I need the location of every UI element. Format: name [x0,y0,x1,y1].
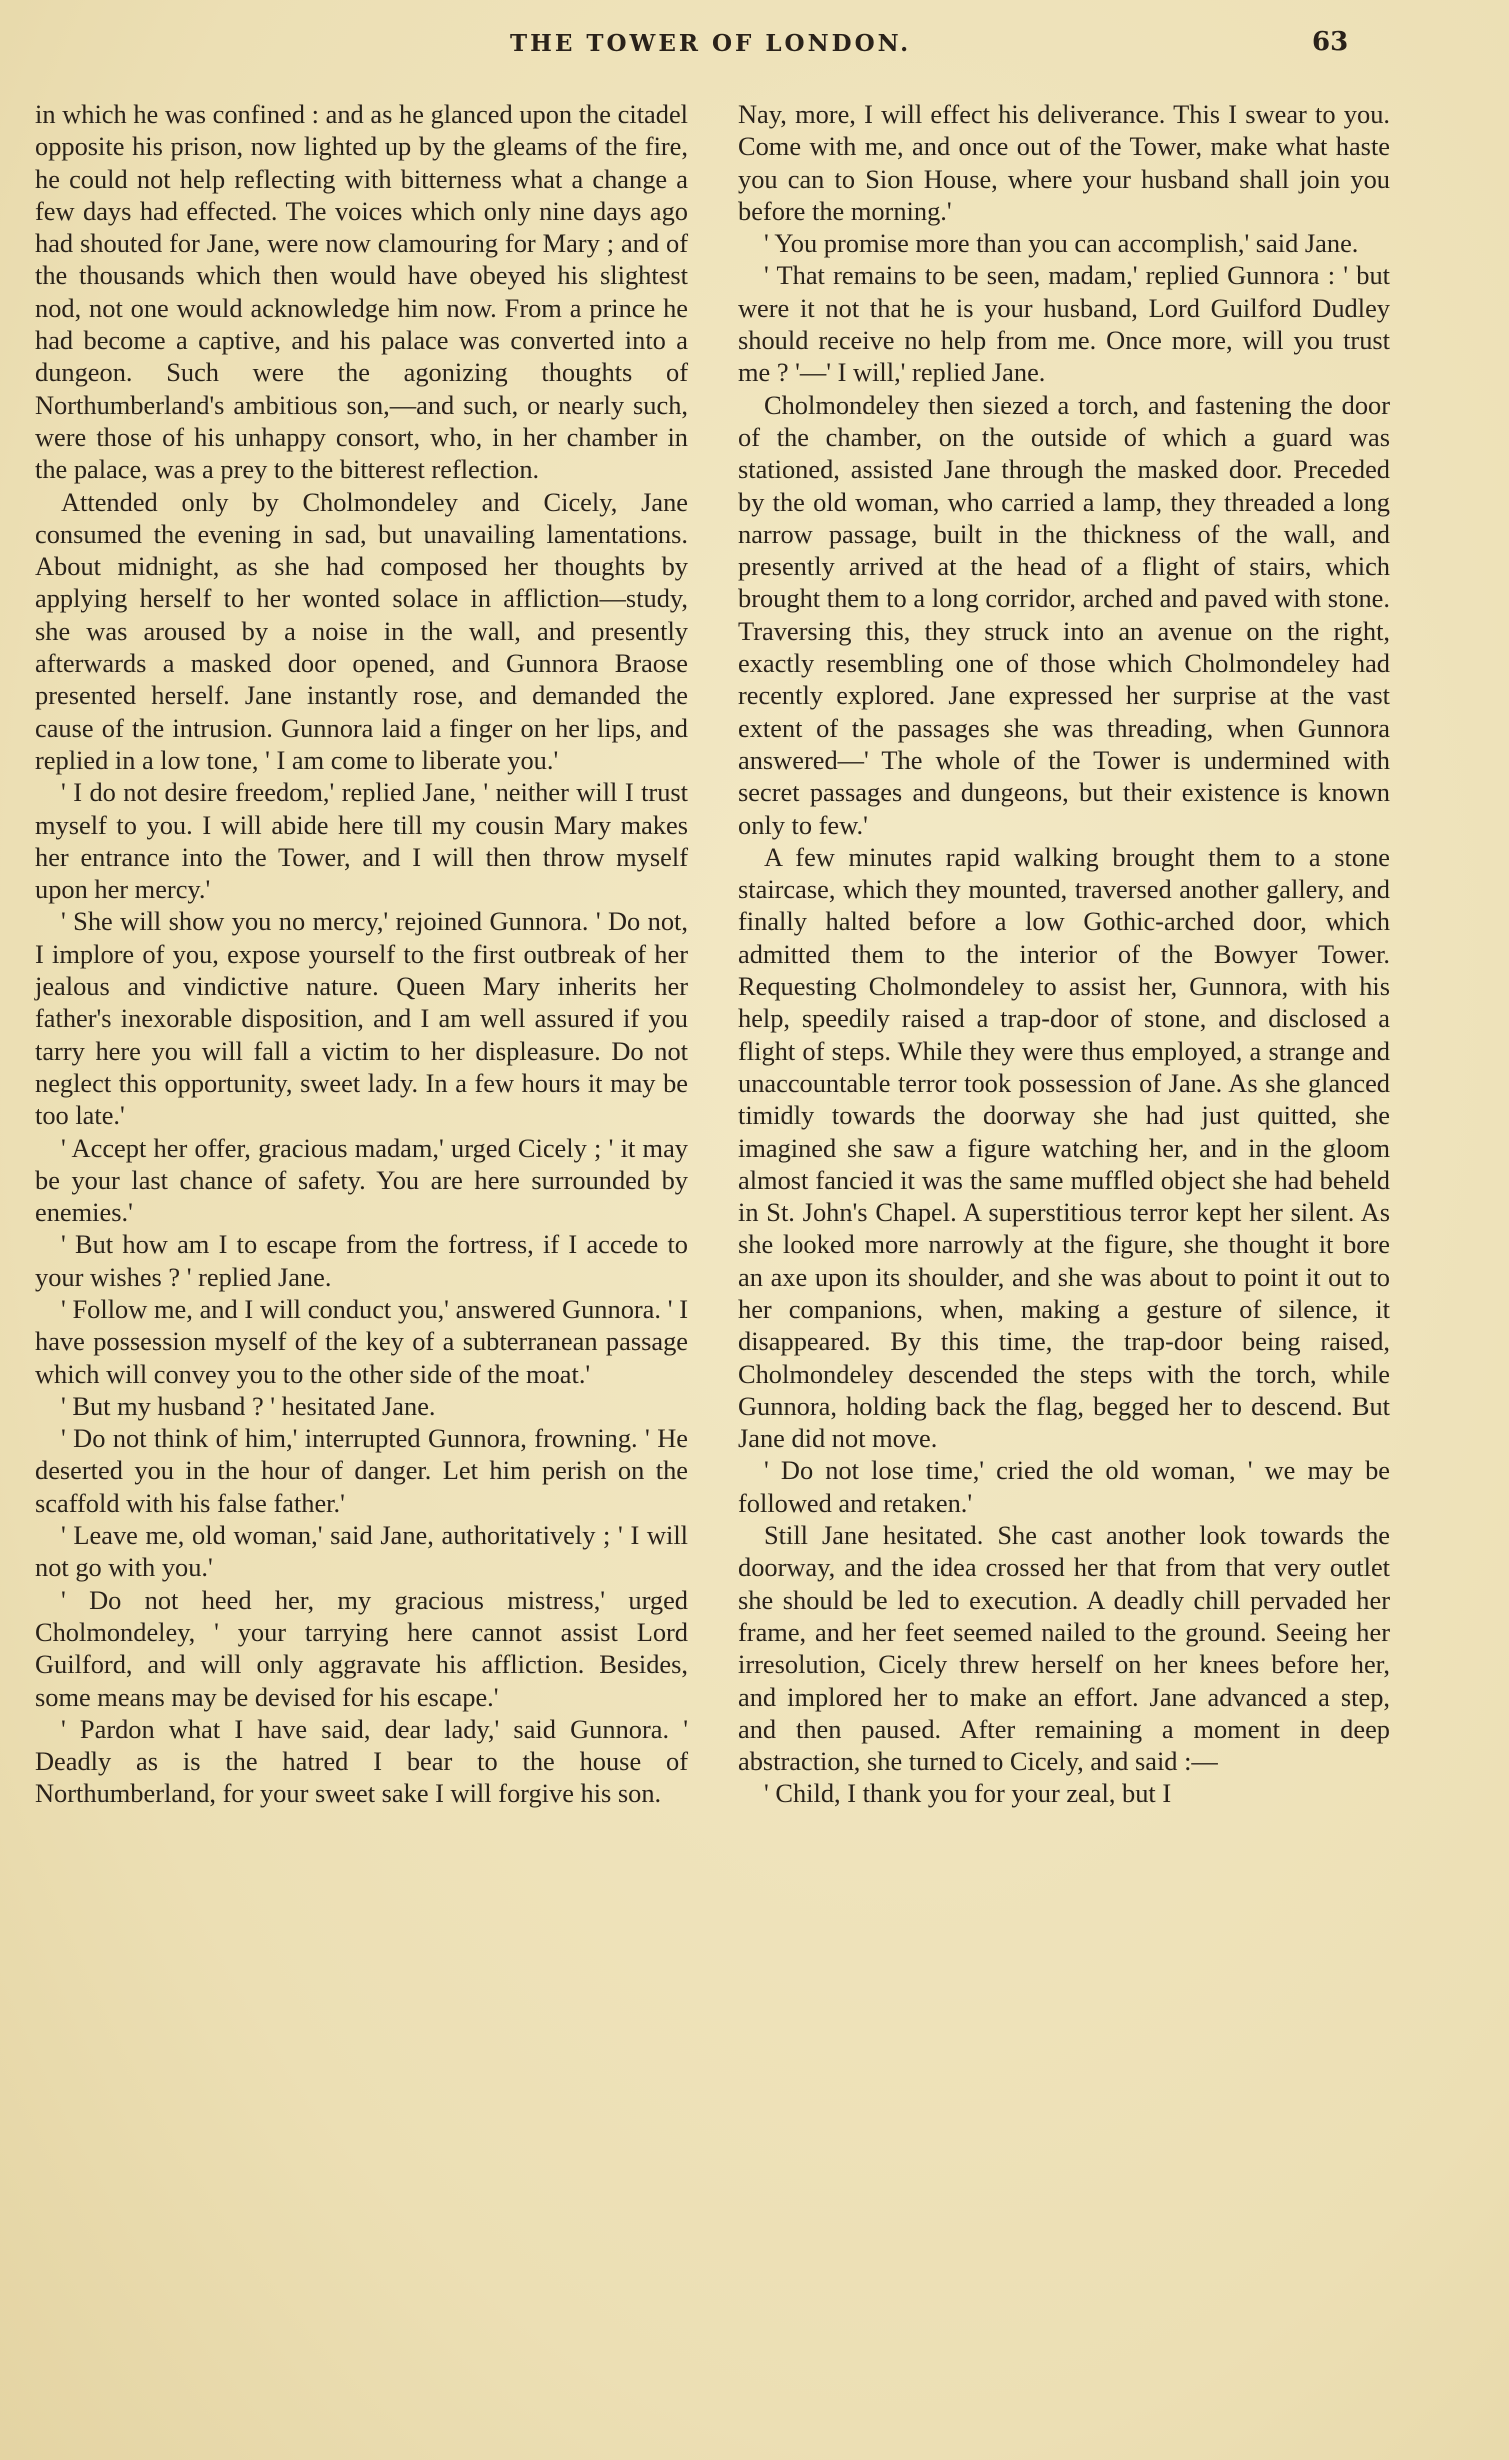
paragraph: ' Child, I thank you for your zeal, but I [764,1778,1172,1809]
page-number: 63 [1312,27,1349,57]
running-title: THE TOWER OF LONDON. [510,30,912,57]
paragraph: ' Pardon what I have said, dear lady,' said Gunnora. ' Deadly as is the hatred I bear to the house of Northumberland, for your sweet sake I will forgive his son. [35,1713,688,1809]
right-column [738,98,1390,1810]
paragraph: ' Leave me, old woman,' said Jane, authoritatively ; ' I will not go with you.' [35,1520,688,1583]
paragraph: ' Do not heed her, my gracious mistress,' urged Cholmondeley, ' your tarrying here cannot assist Lord Guilford, and will only aggravate his affliction. Besides, some means may be devised for his escape.' [35,1584,688,1712]
paragraph: Nay, more, I will effect his deliverance. This I swear to you. Come with me, and once out of the Tower, make what haste you can to Sion House, where your husband shall join you before the morning.' [738,99,1390,226]
paragraph: A few minutes rapid walking brought them to a stone staircase, which they mounted, traversed another gallery, and finally halted before a low Gothic-arched door, which admitted them to the interior of the Bowyer Tower. Requesting Cholmondeley to assist her, Gunnora, with his help, speedily raised a trap-door of stone, and disclosed a flight of steps. While they were thus employed, a strange and unaccountable terror took possession of Jane. As she glanced timidly towards the doorway she had just quitted, she imagined she saw a figure watching her, and in the gloom almost fancied it was the same muffled object she had beheld in St. John's Chapel. A superstitious terror kept her silent. As she looked more narrowly at the figure, she thought it bore an axe upon its shoulder, and she was about to point it out to her companions, when, making a gesture of silence, it disappeared. By this time, the trap-door being raised, Cholmondeley descended the steps with the torch, while Gunnora, holding back the flag, begged her to descend. But Jane did not move. [738,841,1390,1454]
paragraph: ' That remains to be seen, madam,' replied Gunnora : ' but were it not that he is your husband, Lord Guilford Dudley should receive no help from me. Once more, will you trust me ? '—' I will,' replied Jane. [738,260,1390,388]
page-header [0,22,1509,62]
paragraph: Still Jane hesitated. She cast another look towards the doorway, and the idea crossed her that from that very outlet she should be led to execution. A deadly chill pervaded her frame, and her feet seemed nailed to the ground. Seeing her irresolution, Cicely threw herself on her knees before her, and implored her to make an effort. Jane advanced a step, and then paused. After remaining a moment in deep abstraction, she turned to Cicely, and said :— [738,1520,1390,1777]
paragraph: in which he was confined : and as he glanced upon the citadel opposite his prison, now lighted up by the gleams of the fire, he could not help reflecting with bitterness what a change a few days had effected. The voices which only nine days ago had shouted for Jane, were now clamouring for Mary ; and of the thousands which then would have obeyed his slightest nod, not one would acknowledge him now. From a prince he had become a captive, and his palace was converted into a dungeon. Such were the agonizing thoughts of Northumberland's ambitious son,—and such, or nearly such, were those of his unhappy consort, who, in her chamber in the palace, was a prey to the bitterest reflection. [35,99,688,485]
paragraph: Attended only by Cholmondeley and Cicely, Jane consumed the evening in sad, but unavailing lamentations. About midnight, as she had composed her thoughts by applying herself to her wonted solace in affliction—study, she was aroused by a noise in the wall, and presently afterwards a masked door opened, and Gunnora Braose presented herself. Jane instantly rose, and demanded the cause of the intrusion. Gunnora laid a finger on her lips, and replied in a low tone, ' I am come to liberate you.' [35,486,688,775]
paragraph: ' Do not lose time,' cried the old woman, ' we may be followed and retaken.' [738,1455,1390,1518]
paragraph: ' Accept her offer, gracious madam,' urged Cicely ; ' it may be your last chance of safety. You are here surrounded by enemies.' [35,1132,688,1228]
paragraph: Cholmondeley then siezed a torch, and fastening the door of the chamber, on the outside of which a guard was stationed, assisted Jane through the masked door. Preceded by the old woman, who carried a lamp, they threaded a long narrow passage, built in the thickness of the wall, and presently arrived at the head of a flight of stairs, which brought them to a long corridor, arched and paved with stone. Traversing this, they struck into an avenue on the right, exactly resembling one of those which Cholmondeley had recently explored. Jane expressed her surprise at the vast extent of the passages she was threading, when Gunnora answered—' The whole of the Tower is undermined with secret passages and dungeons, but their existence is known only to few.' [738,389,1390,840]
left-column [35,98,688,1810]
paragraph: ' I do not desire freedom,' replied Jane, ' neither will I trust myself to you. I will abide here till my cousin Mary makes her entrance into the Tower, and I will then throw myself upon her mercy.' [35,777,688,905]
paragraph: ' Do not think of him,' interrupted Gunnora, frowning. ' He deserted you in the hour of danger. Let him perish on the scaffold with his false father.' [35,1423,688,1518]
paragraph: ' But how am I to escape from the fortress, if I accede to your wishes ? ' replied Jane. [35,1229,688,1292]
paragraph: ' You promise more than you can accomplish,' said Jane. [764,228,1359,259]
paragraph: ' Follow me, and I will conduct you,' answered Gunnora. ' I have possession myself of the key of a subterranean passage which will convey you to the other side of the moat.' [35,1293,688,1389]
paragraph: ' She will show you no mercy,' rejoined Gunnora. ' Do not, I implore of you, expose yourself to the first outbreak of her jealous and vindictive nature. Queen Mary inherits her father's inexorable disposition, and I am well assured if you tarry here you will fall a victim to her displeasure. Do not neglect this opportunity, sweet lady. In a few hours it may be too late.' [35,906,688,1131]
paragraph: ' But my husband ? ' hesitated Jane. [61,1390,436,1421]
